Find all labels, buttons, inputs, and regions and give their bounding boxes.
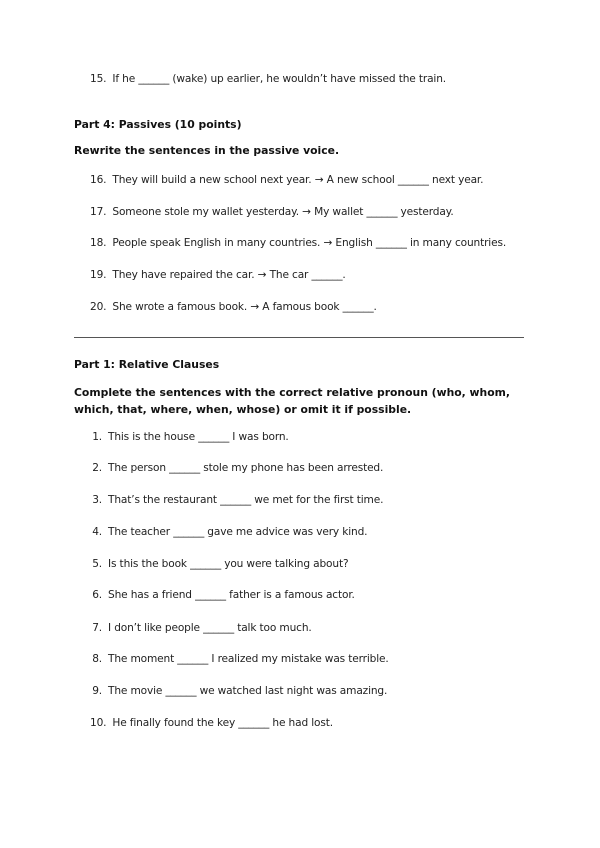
question-number: 20. (90, 301, 107, 313)
question-10 (90, 717, 333, 729)
question-text: The person ______ stole my phone has been arrested. (108, 462, 384, 474)
question-text: This is the house ______ I was born. (108, 431, 289, 443)
question-text: Someone stole my wallet yesterday. → My wallet ______ yesterday. (112, 206, 454, 218)
question-2 (90, 462, 383, 474)
question-19 (90, 269, 346, 281)
question-9 (90, 685, 387, 697)
question-number: 2. (92, 462, 102, 474)
question-number: 18. (90, 237, 107, 249)
question-number: 19. (90, 269, 107, 281)
question-1 (90, 431, 289, 443)
question-text: He finally found the key ______ he had lost. (112, 717, 333, 729)
question-20 (90, 301, 377, 313)
question-4 (90, 526, 367, 538)
question-text: I don’t like people ______ talk too much. (108, 622, 312, 634)
question-text: That’s the restaurant ______ we met for the first time. (108, 494, 384, 506)
question-text: People speak English in many countries. → English ______ in many countries. (112, 237, 507, 249)
question-text: The movie ______ we watched last night was amazing. (108, 685, 388, 697)
question-number: 9. (92, 685, 102, 697)
section-divider (74, 337, 524, 338)
question-number: 8. (92, 653, 102, 665)
question-text: She has a friend ______ father is a famous actor. (108, 589, 355, 601)
question-number: 15. (90, 73, 107, 85)
question-text: The teacher ______ gave me advice was very kind. (108, 526, 368, 538)
question-6 (90, 589, 355, 601)
question-number: 10. (90, 717, 107, 729)
question-5 (90, 558, 348, 570)
part4-heading: Part 4: Passives (10 points) (74, 118, 242, 131)
part1-instruction: Complete the sentences with the correct relative pronoun (who, whom, which, that, where, when, whose) or omit it if possible. (74, 386, 510, 416)
question-16 (90, 174, 483, 186)
question-text: They have repaired the car. → The car ______. (112, 269, 346, 281)
question-3 (90, 494, 383, 506)
question-number: 5. (92, 558, 102, 570)
question-number: 1. (92, 431, 102, 443)
question-7 (90, 622, 312, 634)
question-number: 6. (92, 589, 102, 601)
part4-instruction: Rewrite the sentences in the passive voice. (74, 144, 340, 157)
question-text: The moment ______ I realized my mistake was terrible. (108, 653, 389, 665)
question-18 (90, 237, 506, 249)
question-number: 3. (92, 494, 102, 506)
question-number: 4. (92, 526, 102, 538)
question-17 (90, 206, 454, 218)
question-number: 7. (92, 622, 102, 634)
question-number: 16. (90, 174, 107, 186)
question-text: Is this the book ______ you were talking about? (108, 558, 349, 570)
question-text: They will build a new school next year. → A new school ______ next year. (112, 174, 484, 186)
part1-heading: Part 1: Relative Clauses (74, 358, 220, 371)
question-number: 17. (90, 206, 107, 218)
question-text: She wrote a famous book. → A famous book ______. (112, 301, 377, 313)
question-text: If he ______ (wake) up earlier, he wouldn’t have missed the train. (112, 73, 446, 85)
question-8 (90, 653, 389, 665)
question-15 (90, 73, 446, 85)
